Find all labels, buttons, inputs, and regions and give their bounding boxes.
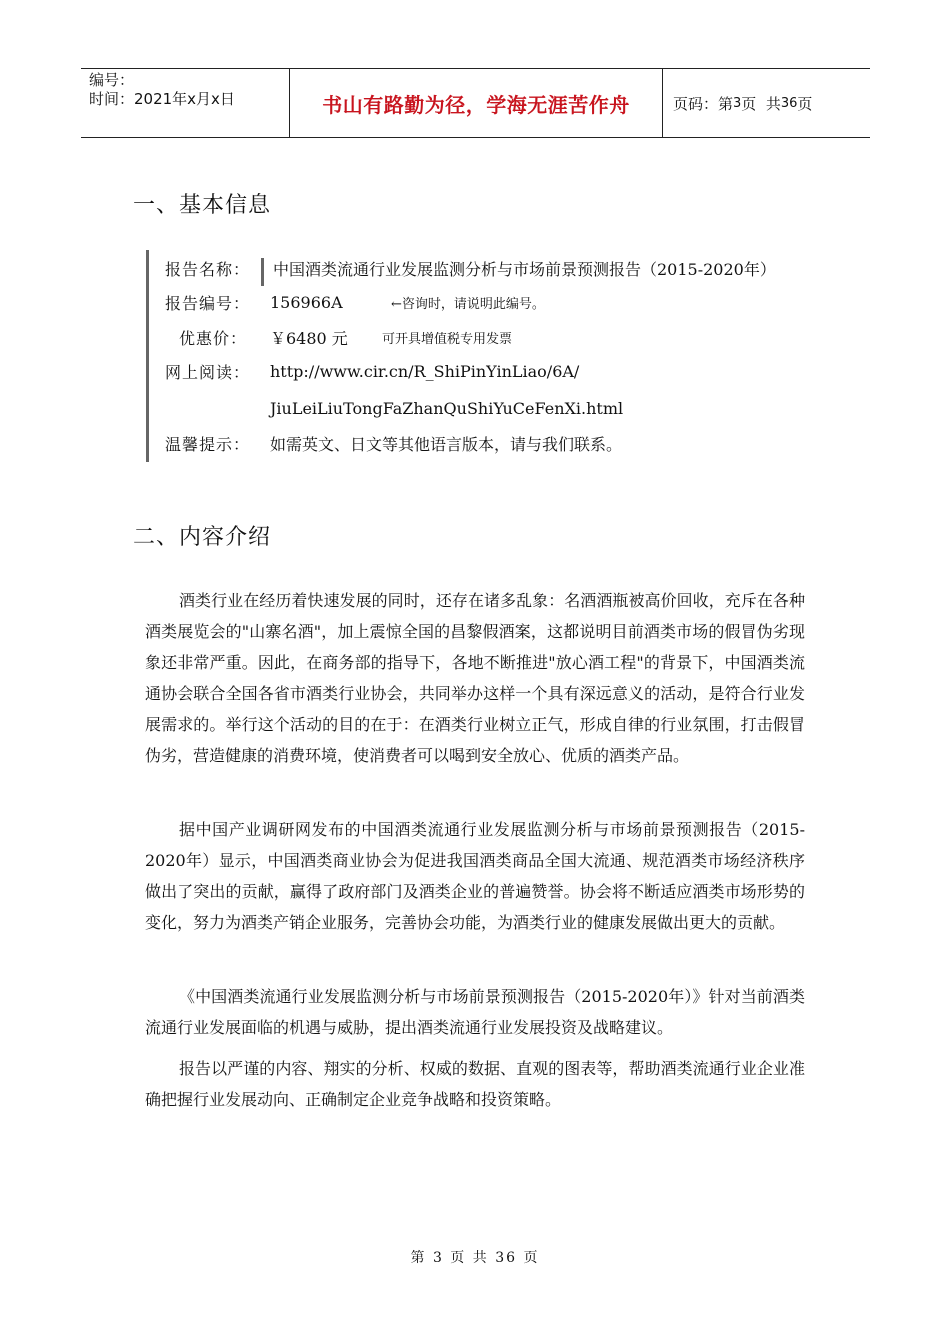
name-divider [261, 258, 264, 286]
section-title-content-intro: 二、内容介绍 [133, 525, 272, 550]
document-time: 时间：2021年x月x日 [89, 90, 235, 108]
page-suffix: 页 [797, 94, 813, 113]
page-total: 36 [780, 95, 798, 111]
paragraph-1: 酒类行业在经历着快速发展的同时，还存在诸多乱象：名酒酒瓶被高价回收，充斥在各种酒类展览会的"山寨名酒"，加上震惊全国的昌黎假酒案，这都说明目前酒类市场的假冒伪劣现象还非常严重。因此，在商务部的指导下，各地不断推进"放心酒工程"的背景下，中国酒类流通协会联合全国各省市酒类行业协会，共同举办这样一个具有深远意义的活动，是符合行业发展需求的。举行这个活动的目的在于：在酒类行业树立正气，形成自律的行业氛围，打击假冒伪劣，营造健康的消费环境，使消费者可以喝到安全放心、优质的酒类产品。 [145, 591, 805, 765]
paragraph-2: 据中国产业调研网发布的中国酒类流通行业发展监测分析与市场前景预测报告（2015-2020年）显示，中国酒类商业协会为促进我国酒类商品全国大流通、规范酒类市场经济秩序做出了突出的贡献，赢得了政府部门及酒类企业的普遍赞誉。协会将不断适应酒类市场形势的变化，努力为酒类产销企业服务，完善协会功能，为酒类行业的健康发展做出更大的贡献。 [145, 820, 805, 932]
info-block [146, 250, 849, 462]
document-number: 编号： [89, 71, 135, 89]
page-header [81, 68, 870, 138]
page-mid: 页 共 [741, 94, 781, 113]
online-label: 网上阅读： [165, 362, 251, 382]
header-page-info [663, 69, 870, 137]
price-label: 优惠价： [178, 328, 247, 348]
report-name-value: 中国酒类流通行业发展监测分析与市场前景预测报告（2015-2020年） [273, 259, 776, 279]
section-title-basic-info: 一、基本信息 [133, 193, 272, 218]
header-motto: 书山有路勤为径，学海无涯苦作舟 [290, 69, 663, 137]
page-prefix: 页码：第 [673, 94, 734, 113]
page-current: 3 [733, 95, 742, 111]
header-meta [81, 69, 290, 137]
page-footer: 第 3 页 共 36 页 [410, 1250, 540, 1266]
online-url-line2[interactable]: JiuLeiLiuTongFaZhanQuShiYuCeFenXi.html [270, 398, 624, 418]
report-code-note: ←咨询时，请说明此编号。 [391, 296, 545, 312]
price-note: 可开具增值税专用发票 [382, 331, 513, 347]
report-code-label: 报告编号： [165, 293, 251, 313]
online-url-line1[interactable]: http://www.cir.cn/R_ShiPinYinLiao/6A/ [270, 361, 580, 381]
paragraph-3: 《中国酒类流通行业发展监测分析与市场前景预测报告（2015-2020年）》针对当前酒类流通行业发展面临的机遇与威胁，提出酒类流通行业发展投资及战略建议。 [145, 987, 805, 1037]
tip-value: 如需英文、日文等其他语言版本，请与我们联系。 [270, 434, 623, 454]
paragraph-4: 报告以严谨的内容、翔实的分析、权威的数据、直观的图表等，帮助酒类流通行业企业准确把握行业发展动向、正确制定企业竞争战略和投资策略。 [145, 1059, 805, 1109]
report-code-value: 156966A [270, 292, 343, 312]
price-value: ￥6480 元 [270, 328, 348, 348]
tip-label: 温馨提示： [165, 434, 251, 454]
report-name-label: 报告名称： [165, 259, 251, 279]
